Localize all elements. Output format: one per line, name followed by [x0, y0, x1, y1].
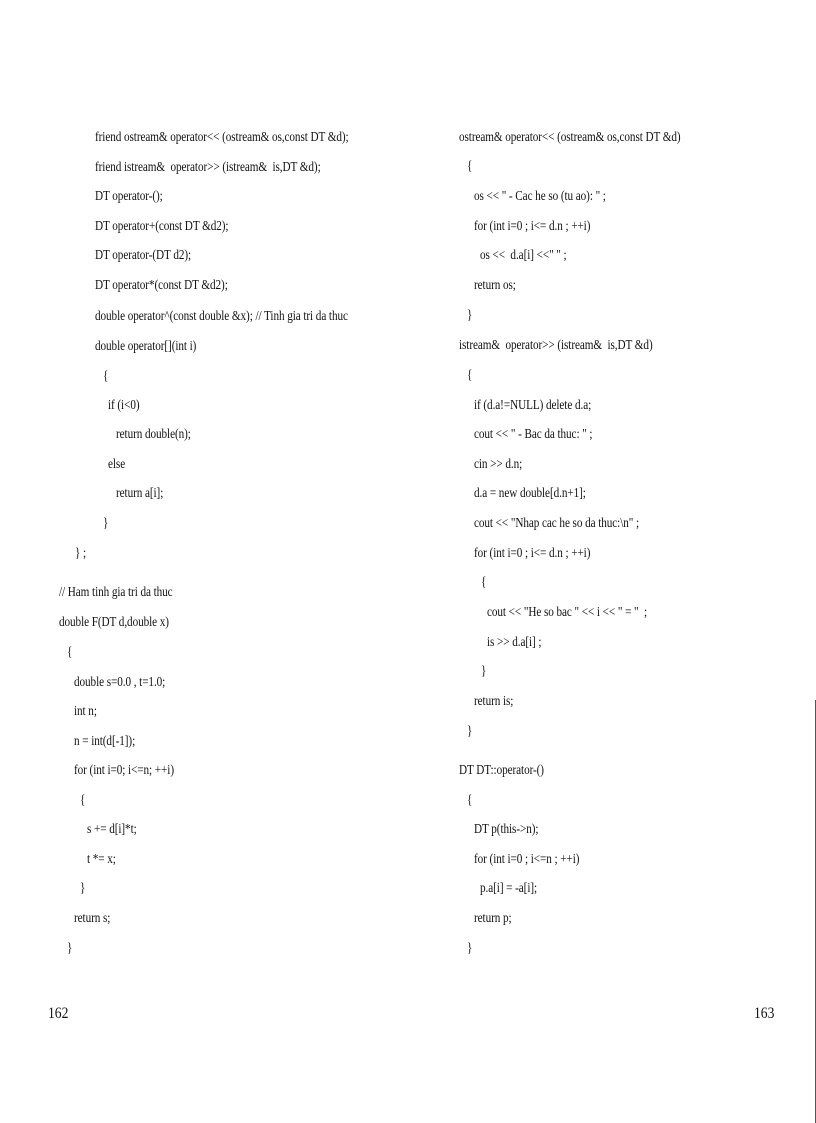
- code-line: int n;: [74, 704, 97, 719]
- code-line: cout << " - Bac da thuc: " ;: [474, 427, 593, 442]
- code-line: os << d.a[i] <<" " ;: [480, 248, 567, 263]
- code-line: }: [67, 941, 73, 956]
- code-line: ostream& operator<< (ostream& os,const DT &d): [459, 130, 681, 145]
- code-line: for (int i=0 ; i<= d.n ; ++i): [474, 546, 591, 561]
- page-number: 163: [754, 1005, 775, 1022]
- code-line: s += d[i]*t;: [87, 822, 137, 837]
- code-line: friend ostream& operator<< (ostream& os,const DT &d);: [95, 130, 349, 145]
- code-line: // Ham tinh gia tri da thuc: [59, 585, 173, 600]
- code-line: for (int i=0 ; i<=n ; ++i): [474, 852, 580, 867]
- code-line: for (int i=0 ; i<= d.n ; ++i): [474, 219, 591, 234]
- code-line: d.a = new double[d.n+1];: [474, 486, 586, 501]
- code-line: }: [80, 881, 86, 896]
- code-line: {: [481, 575, 487, 590]
- code-line: {: [103, 369, 109, 384]
- code-line: {: [467, 793, 473, 808]
- code-line: return os;: [474, 278, 516, 293]
- code-line: cin >> d.n;: [474, 457, 523, 472]
- code-line: {: [80, 793, 86, 808]
- code-line: t *= x;: [87, 852, 116, 867]
- code-line: p.a[i] = -a[i];: [480, 881, 538, 896]
- code-line: return a[i];: [116, 486, 164, 501]
- code-line: is >> d.a[i] ;: [487, 635, 542, 650]
- code-line: if (i<0): [108, 398, 140, 413]
- code-line: }: [467, 941, 473, 956]
- code-line: else: [108, 457, 126, 472]
- code-line: double s=0.0 , t=1.0;: [74, 675, 166, 690]
- code-line: }: [103, 516, 109, 531]
- code-line: DT DT::operator-(): [459, 763, 544, 778]
- code-line: DT operator*(const DT &d2);: [95, 278, 228, 293]
- code-line: return s;: [74, 911, 111, 926]
- code-line: return is;: [474, 694, 514, 709]
- code-line: double operator^(const double &x); // Tinh gia tri da thuc: [95, 309, 348, 324]
- code-line: return double(n);: [116, 427, 191, 442]
- code-line: DT p(this->n);: [474, 822, 539, 837]
- code-line: {: [467, 159, 473, 174]
- code-line: istream& operator>> (istream& is,DT &d): [459, 338, 653, 353]
- code-line: }: [467, 724, 473, 739]
- code-line: for (int i=0; i<=n; ++i): [74, 763, 174, 778]
- code-line: {: [467, 368, 473, 383]
- code-line: friend istream& operator>> (istream& is,DT &d);: [95, 160, 321, 175]
- page-number: 162: [48, 1005, 69, 1022]
- code-line: double F(DT d,double x): [59, 615, 169, 630]
- code-line: cout << "He so bac " << i << " = " ;: [487, 605, 648, 620]
- code-line: return p;: [474, 911, 512, 926]
- code-line: }: [467, 308, 473, 323]
- code-line: } ;: [75, 546, 87, 561]
- code-line: DT operator+(const DT &d2);: [95, 219, 229, 234]
- code-line: }: [481, 664, 487, 679]
- code-line: os << " - Cac he so (tu ao): " ;: [474, 189, 606, 204]
- code-line: DT operator-();: [95, 189, 163, 204]
- code-line: if (d.a!=NULL) delete d.a;: [474, 398, 592, 413]
- code-line: double operator[](int i): [95, 339, 197, 354]
- code-line: n = int(d[-1]);: [74, 734, 136, 749]
- code-line: DT operator-(DT d2);: [95, 248, 192, 263]
- code-line: cout << "Nhap cac he so da thuc:\n" ;: [474, 516, 639, 531]
- code-line: {: [67, 645, 73, 660]
